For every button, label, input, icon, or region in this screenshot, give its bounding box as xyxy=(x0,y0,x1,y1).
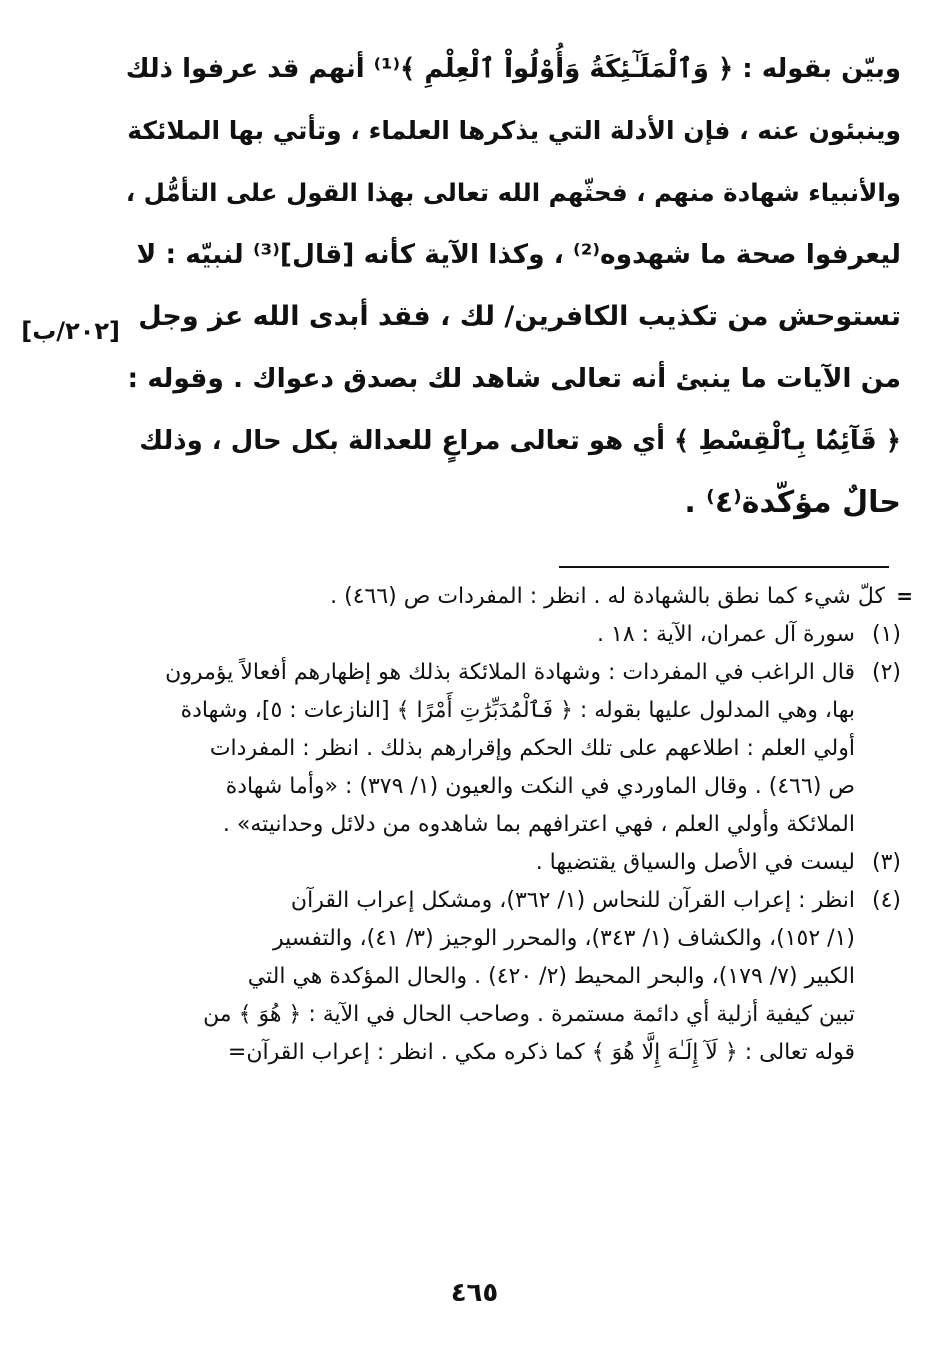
footnote-number: (٣) xyxy=(871,850,901,875)
footnotes-block xyxy=(109,578,901,1072)
footnote-body xyxy=(109,654,855,844)
footnote-continued-text: كلّ شيء كما نطق بالشهادة له . انظر : المفردات ص (٤٦٦) . xyxy=(330,584,885,609)
main-text-line: والأنبياء شهادة منهم ، فحثّهم الله تعالى بهذا القول على التأمُّل ، xyxy=(125,178,901,207)
main-text-line: تستوحش من تكذيب الكافرين/ لك ، فقد أبدى الله عز وجل xyxy=(138,301,901,332)
main-text-line: ﴿ قَآئِمَۢا بِٱلْقِسْطِ ﴾ أي هو تعالى مراعٍ للعدالة بكل حال ، وذلك xyxy=(139,426,901,456)
footnote-line: ص (٤٦٦) . وقال الماوردي في النكت والعيون (١/ ٣٧٩) : «وأما شهادة xyxy=(225,774,855,799)
footnote-body xyxy=(109,844,855,882)
footnote-divider xyxy=(559,566,889,568)
footnote-line: ليست في الأصل والسياق يقتضيها . xyxy=(535,850,855,875)
footnote-line: تبين كيفية أزلية أي دائمة مستمرة . وصاحب الحال في الآية : ﴿ هُوَ ﴾ من xyxy=(203,1002,855,1027)
main-text-line: ليعرفوا صحة ما شهدوه⁽²⁾ ، وكذا الآية كأنه [قال]⁽³⁾ لنبيّه : لا xyxy=(136,239,901,270)
footnote-1 xyxy=(109,616,901,654)
footnote-line: الملائكة وأولي العلم ، فهي اعترافهم بما شاهدوه من دلائل وحدانيته» . xyxy=(222,812,855,837)
footnote-body xyxy=(109,882,855,1072)
footnote-line: أولي العلم : اطلاعهم على تلك الحكم وإقرارهم بذلك . انظر : المفردات xyxy=(209,736,855,761)
footnote-4 xyxy=(109,882,901,1072)
main-text-block xyxy=(126,38,901,534)
main-text-line: من الآيات ما ينبئ أنه تعالى شاهد لك بصدق دعواك . وقوله : xyxy=(127,363,901,394)
footnote-number: (٤) xyxy=(871,888,901,913)
footnote-line: انظر : إعراب القرآن للنحاس (١/ ٣٦٢)، ومشكل إعراب القرآن xyxy=(290,888,855,913)
footnote-body xyxy=(109,616,855,654)
footnote-line: (١/ ١٥٢)، والكشاف (١/ ٣٤٣)، والمحرر الوجيز (٣/ ٤١)، والتفسير xyxy=(272,926,855,951)
footnote-number: (٢) xyxy=(871,660,901,685)
footnote-line: قوله تعالى : ﴿ لَآ إِلَـٰهَ إِلَّا هُوَ ﴾ كما ذكره مكي . انظر : إعراب القرآن= xyxy=(227,1040,855,1065)
footnote-number: (١) xyxy=(871,622,901,647)
footnote-3 xyxy=(109,844,901,882)
footnote-line: سورة آل عمران، الآية : ١٨ . xyxy=(597,622,855,647)
footnote-2 xyxy=(109,654,901,844)
footnote-line: قال الراغب في المفردات : وشهادة الملائكة بذلك هو إظهارهم أفعالاً يؤمرون xyxy=(165,660,855,685)
page-number: ٤٦٥ xyxy=(450,1278,499,1308)
footnote-line: بها، وهي المدلول عليها بقوله : ﴿ فَٱلْمُدَبِّرَٰتِ أَمْرًا ﴾ [النازعات : ٥]، وشهادة xyxy=(180,698,855,723)
footnote-continuation-mark: = xyxy=(896,584,913,608)
manuscript-folio-reference: [٢٠٢/ب] xyxy=(21,317,120,345)
main-text-line: وينبئون عنه ، فإن الأدلة التي يذكرها العلماء ، وتأتي بها الملائكة xyxy=(127,116,901,145)
main-text-line: حالٌ مؤكّدة⁽٤⁾ . xyxy=(684,485,901,520)
footnote-line: الكبير (٧/ ١٧٩)، والبحر المحيط (٢/ ٤٢٠) . والحال المؤكدة هي التي xyxy=(247,964,855,989)
main-text-line: وبيّن بقوله : ﴿ وَٱلْمَلَـٰٓئِكَةُ وَأُوْلُواْ ٱلْعِلْمِ ﴾⁽¹⁾ أنهم قد عرفوا ذلك xyxy=(125,54,901,84)
